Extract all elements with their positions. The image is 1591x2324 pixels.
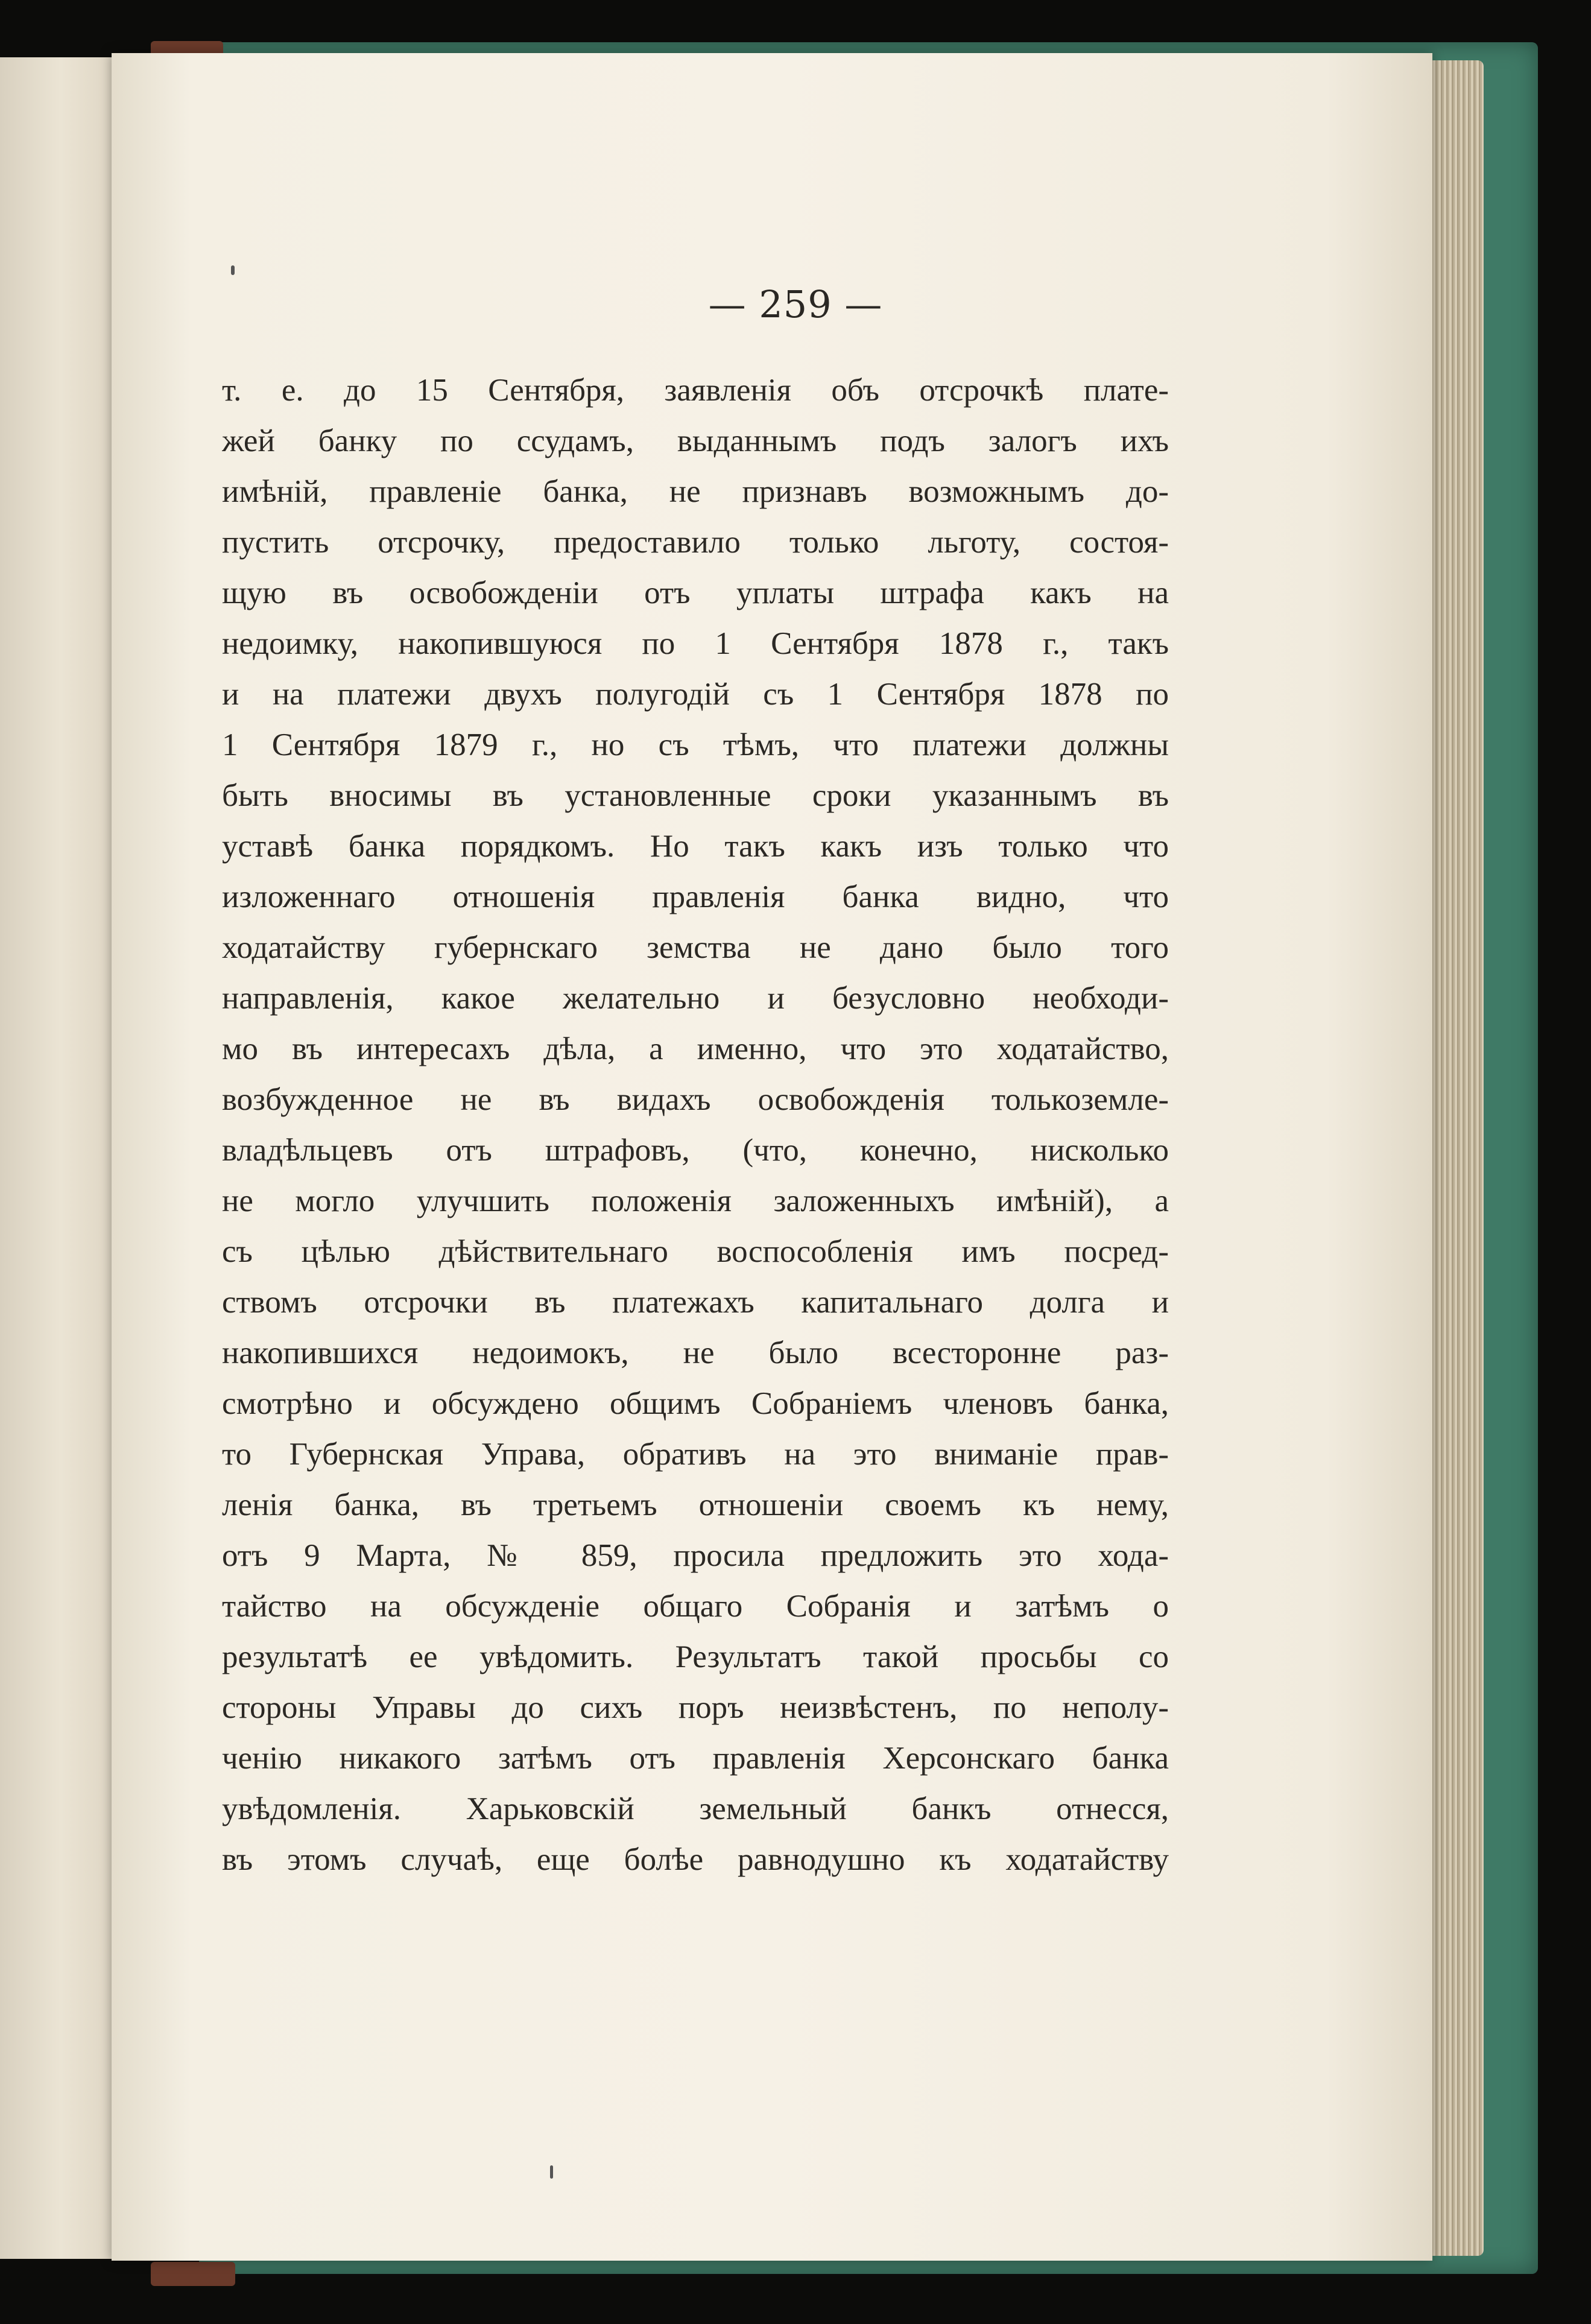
ink-speck <box>231 265 235 275</box>
text-line: ченію никакого затѣмъ отъ правленія Херсонскаго банка <box>222 1741 1169 1776</box>
text-line: ходатайству губернскаго земства не дано было того <box>222 930 1169 965</box>
text-line: т. е. до 15 Сентября, заявленія объ отсрочкѣ плате- <box>222 373 1169 408</box>
text-line: владѣльцевъ отъ штрафовъ, (что, конечно, нисколько <box>222 1133 1169 1168</box>
text-line: отъ 9 Марта, № 859, просила предложить это хода- <box>222 1538 1169 1573</box>
text-line: пустить отсрочку, предоставило только льготу, состоя- <box>222 525 1169 560</box>
text-line: и на платежи двухъ полугодій съ 1 Сентября 1878 по <box>222 677 1169 712</box>
text-line: стороны Управы до сихъ поръ неизвѣстенъ, по неполу- <box>222 1690 1169 1725</box>
ink-speck <box>550 2165 553 2179</box>
text-line: недоимку, накопившуюся по 1 Сентября 1878 г., такъ <box>222 626 1169 661</box>
text-line: изложеннаго отношенія правленія банка видно, что <box>222 879 1169 914</box>
text-line: уставѣ банка порядкомъ. Но такъ какъ изъ только что <box>222 829 1169 864</box>
text-line: тайство на обсужденіе общаго Собранія и затѣмъ о <box>222 1589 1169 1624</box>
book-spine-bottom <box>151 2262 235 2286</box>
text-line: жей банку по ссудамъ, выданнымъ подъ залогъ ихъ <box>222 423 1169 458</box>
text-line: смотрѣно и обсуждено общимъ Собраніемъ членовъ банка, <box>222 1386 1169 1421</box>
text-line: не могло улучшить положенія заложенныхъ имѣній), а <box>222 1183 1169 1218</box>
text-line: съ цѣлью дѣйствительнаго воспособленія имъ посред- <box>222 1234 1169 1269</box>
text-line: то Губернская Управа, обративъ на это вниманіе прав- <box>222 1437 1169 1472</box>
text-line: накопившихся недоимокъ, не было всесторонне раз- <box>222 1335 1169 1370</box>
page-number: — 259 — <box>708 282 883 326</box>
text-line: мо въ интересахъ дѣла, а именно, что это ходатайство, <box>222 1031 1169 1066</box>
text-line: увѣдомленія. Харьковскій земельный банкъ отнесся, <box>222 1791 1169 1826</box>
text-line: направленія, какое желательно и безусловно необходи- <box>222 981 1169 1016</box>
body-text <box>222 365 1169 1885</box>
text-line: ленія банка, въ третьемъ отношеніи своемъ къ нему, <box>222 1487 1169 1522</box>
text-line: щую въ освобожденіи отъ уплаты штрафа какъ на <box>222 575 1169 610</box>
previous-page-edge <box>0 57 122 2259</box>
text-line: въ этомъ случаѣ, еще болѣе равнодушно къ ходатайству <box>222 1842 1169 1877</box>
text-line: 1 Сентября 1879 г., но съ тѣмъ, что платежи должны <box>222 727 1169 762</box>
text-line: быть вносимы въ установленные сроки указаннымъ въ <box>222 778 1169 813</box>
text-line: результатѣ ее увѣдомить. Результатъ такой просьбы со <box>222 1639 1169 1674</box>
text-line: ствомъ отсрочки въ платежахъ капитальнаго долга и <box>222 1285 1169 1320</box>
text-line: имѣній, правленіе банка, не признавъ возможнымъ до- <box>222 474 1169 509</box>
text-line: возбужденное не въ видахъ освобожденія толькоземле- <box>222 1082 1169 1117</box>
